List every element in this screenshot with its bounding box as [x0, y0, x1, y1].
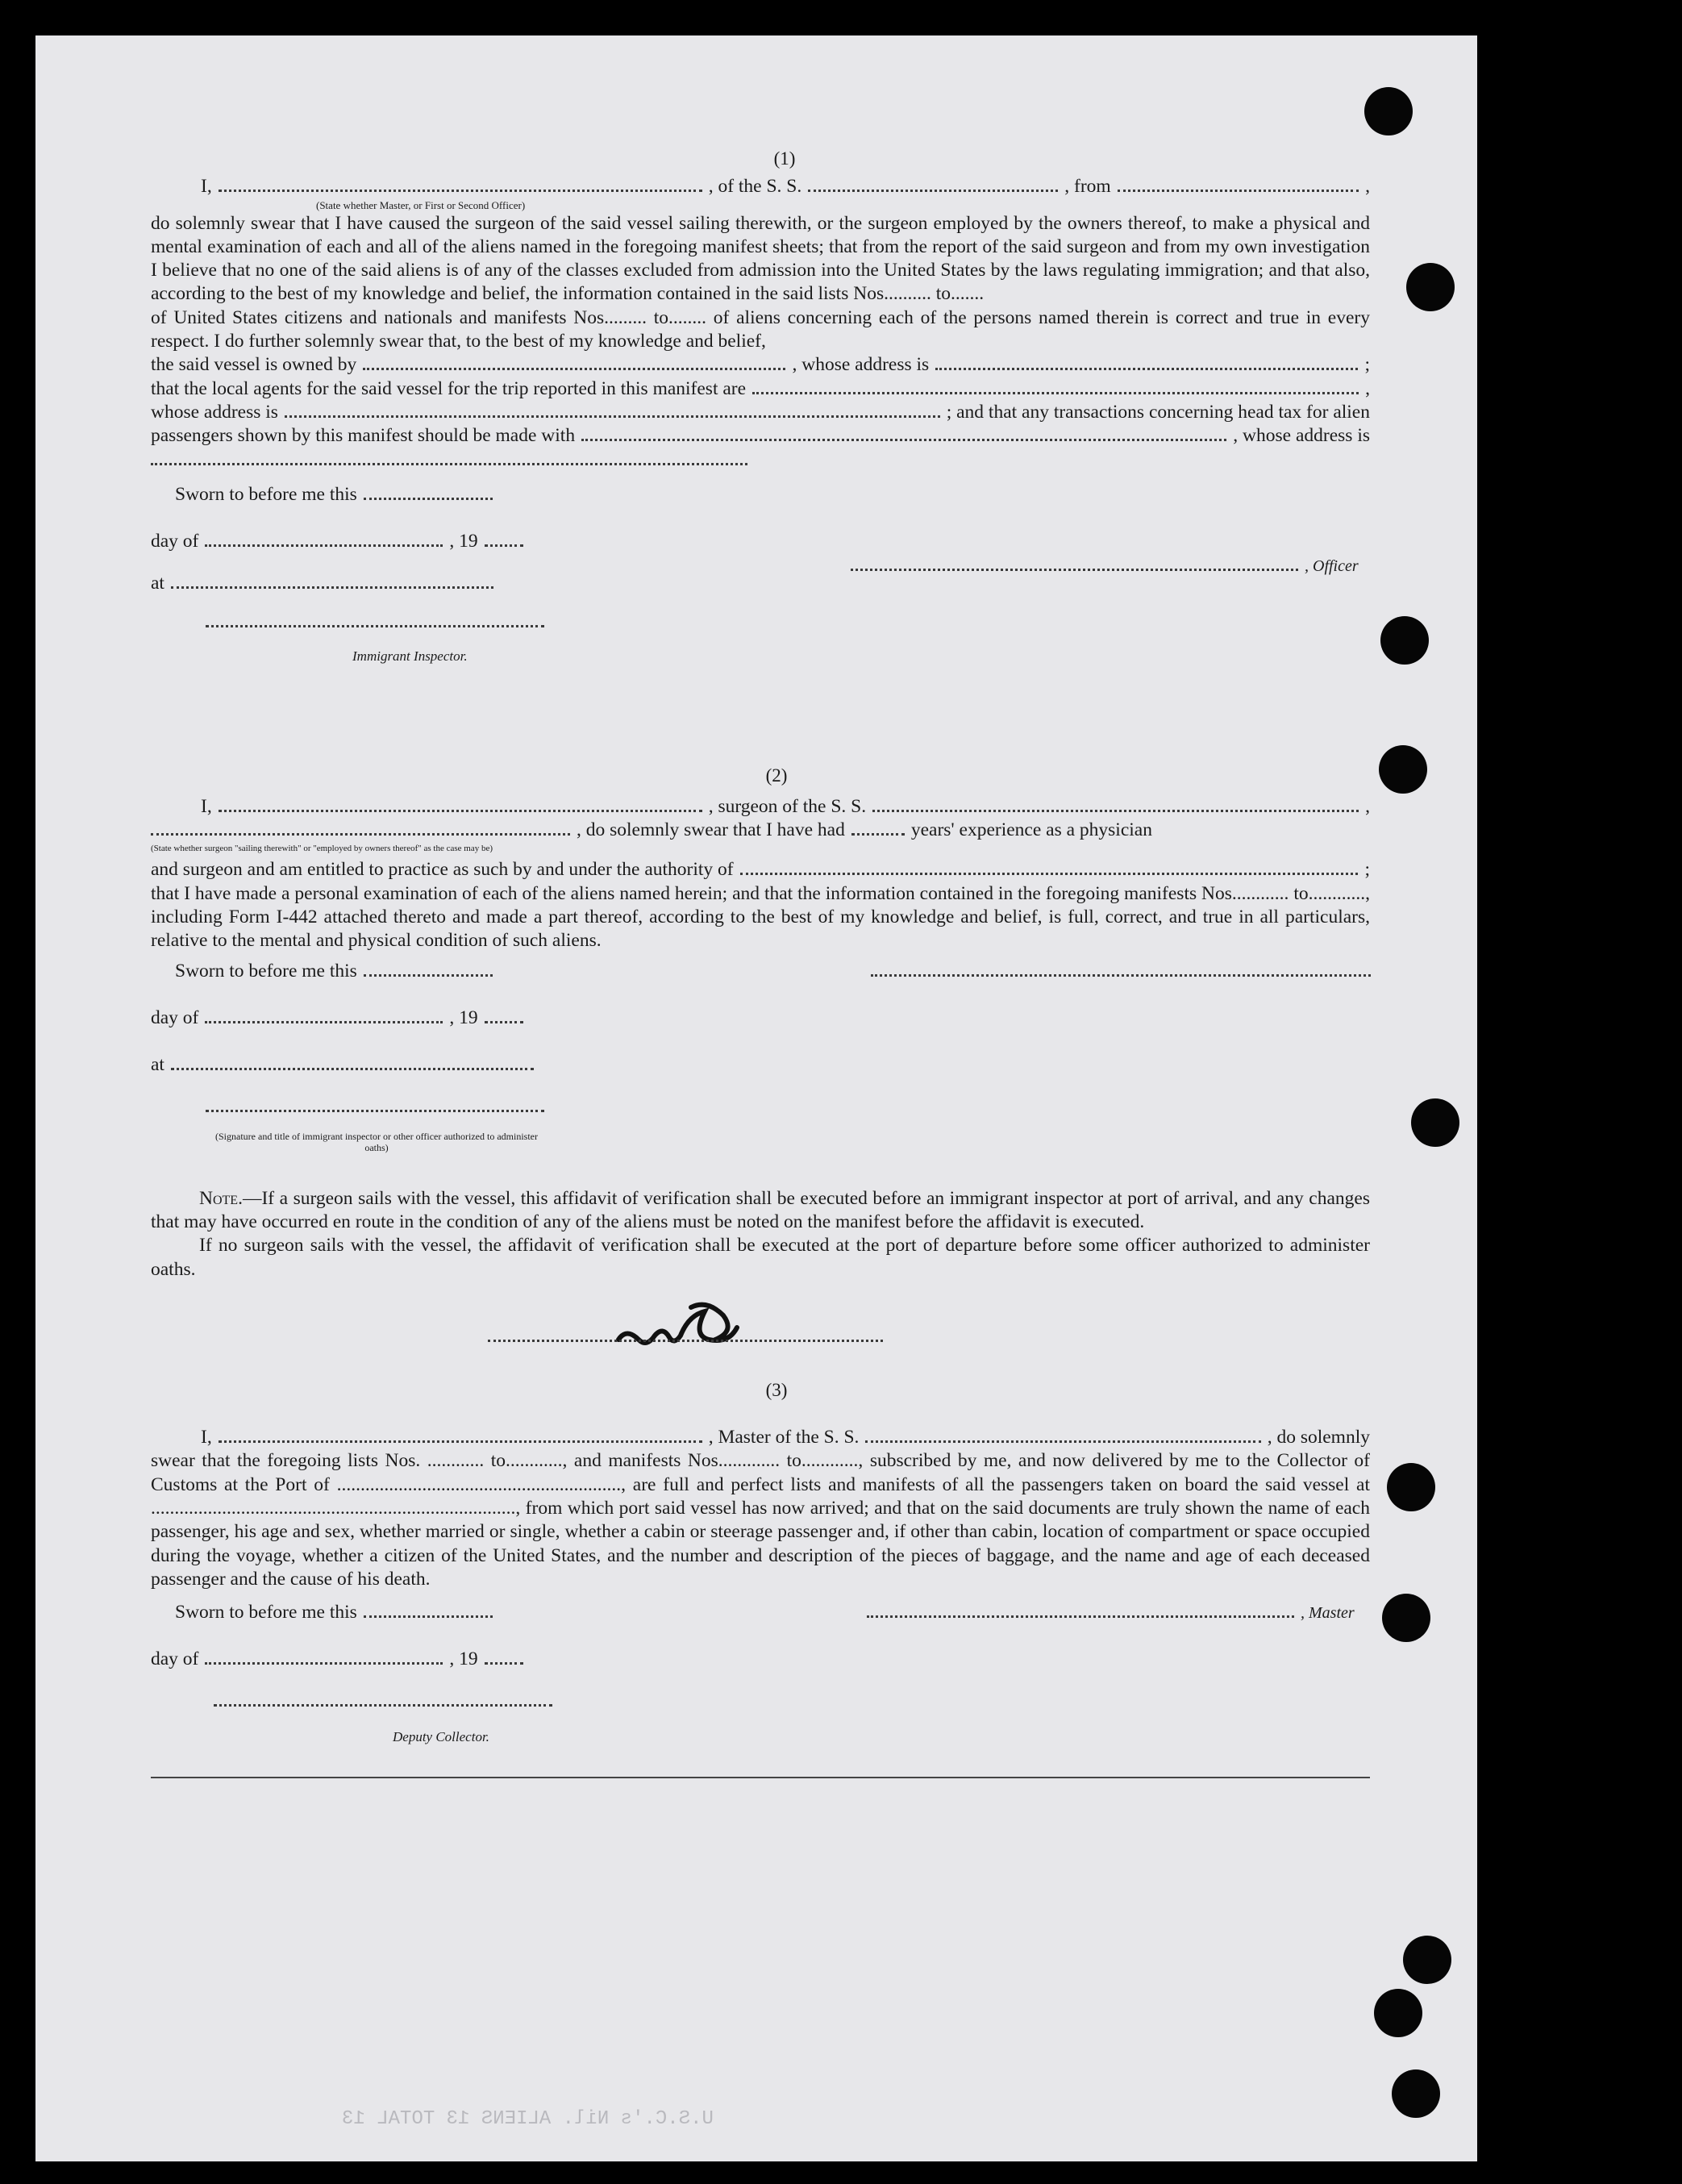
section-1-line-1 — [151, 175, 1370, 198]
head-tax-address-line — [151, 448, 1370, 465]
agents-address-blank[interactable] — [285, 401, 940, 418]
sworn-day-blank[interactable] — [364, 1601, 493, 1618]
note-label: Note. — [199, 1187, 243, 1209]
inspector-signature-blank[interactable] — [206, 1095, 544, 1112]
note-paragraph-2: If no surgeon sails with the vessel, the affidavit of verification shall be executed at the port of departure before some officer authorized to administer oaths. — [151, 1235, 1370, 1280]
label-at: at — [151, 1053, 164, 1075]
year-blank[interactable] — [485, 1648, 523, 1665]
punct: ; — [1364, 354, 1370, 376]
bottom-rule — [151, 1777, 1370, 1778]
punch-hole — [1374, 1989, 1422, 2037]
head-tax-party-blank[interactable] — [581, 424, 1226, 441]
officer-name-blank[interactable] — [219, 175, 702, 192]
section-1-jurat — [151, 465, 1370, 667]
punch-hole — [1403, 1936, 1451, 1984]
officer-caption: (State whether Master, or First or Second Officer) — [316, 198, 526, 211]
label-whose-address-is: , whose address is — [1233, 425, 1370, 447]
vessel-name-blank[interactable] — [872, 795, 1359, 812]
label-head-tax: ; and that any transactions concerning head tax for alien — [946, 401, 1370, 423]
surgeon-type-blank[interactable] — [151, 819, 570, 836]
bleed-through-footer: U.S.C.'s Nil. ALIENS 13 TOTAL 13 — [342, 2108, 714, 2130]
head-tax-line — [151, 424, 1370, 448]
master-signature-blank[interactable] — [488, 1325, 883, 1342]
label-whose-address-is: whose address is — [151, 401, 278, 423]
authority-line — [151, 858, 1370, 882]
punch-hole — [1382, 1594, 1430, 1642]
label-master-of: , Master of the S. S. — [708, 1427, 860, 1448]
punch-hole — [1406, 263, 1455, 311]
punct: , — [1365, 795, 1370, 817]
inspector-signature-blank[interactable] — [206, 611, 544, 627]
label-day-of: day of — [151, 1648, 199, 1670]
month-blank[interactable] — [205, 1007, 443, 1023]
signature-caption: (Signature and title of immigrant inspector or other officer authorized to administer oaths) — [215, 1130, 538, 1153]
section-2-number: (2) — [765, 765, 788, 786]
sworn-day-blank[interactable] — [364, 483, 493, 500]
year-blank[interactable] — [485, 530, 523, 547]
surgeon-signature-blank[interactable] — [871, 960, 1371, 977]
punch-hole — [1392, 2069, 1440, 2118]
label-at: at — [151, 572, 164, 594]
label-swear: , do solemnly swear that I have had — [577, 819, 845, 841]
label-year: , 19 — [449, 1007, 478, 1028]
label-sworn: Sworn to before me this — [175, 1602, 357, 1623]
manifest-sheet — [35, 35, 1477, 2161]
label-sworn: Sworn to before me this — [175, 483, 357, 505]
punct: ; — [1364, 859, 1370, 881]
label-passengers: passengers shown by this manifest should be made with — [151, 425, 576, 447]
vessel-name-blank[interactable] — [808, 175, 1058, 192]
section-1-number: (1) — [773, 148, 796, 169]
deputy-signature-blank[interactable] — [214, 1690, 552, 1707]
note-text: —If a surgeon sails with the vessel, this affidavit of verification shall be executed before an immigrant inspector at port of arrival, and any changes that may have occurred en route in the condition of any of the aliens must be noted on the manifest before the affidavit is executed. — [151, 1187, 1370, 1232]
label-whose-address: , whose address is — [792, 354, 930, 376]
label-day-of: day of — [151, 1007, 199, 1028]
section-3-body: swear that the foregoing lists Nos. ............ to............, and manifests Nos............. to............, subscribed by me, and now delivered by me to the Collector of Customs at the Port of ............................................................, are full and perfect lists and manifests of all the passengers taken on board the said vessel at ............................................................................., from which port said vessel has now arrived; and that on the said documents are truly shown the name of each passenger, his age and sex, whether married or single, whether a cabin or steerage passenger and, if other than cabin, location of compartment or space occupied during the voyage, whether a citizen of the United States, and the number and description of the pieces of baggage, and the name and age of each deceased passenger and the cause of his death. — [151, 1450, 1370, 1590]
punch-hole — [1387, 1463, 1435, 1511]
punch-hole — [1379, 745, 1427, 794]
label-year: , 19 — [449, 530, 478, 552]
punct: , — [1365, 176, 1370, 198]
inspector-caption: Immigrant Inspector. — [352, 648, 468, 664]
owner-line — [151, 353, 1370, 377]
section-2-line-1 — [151, 795, 1370, 819]
label-officer: , Officer — [1305, 556, 1359, 575]
section-2-body: that I have made a personal examination of each of the aliens named herein; and that the information contained in the foregoing manifests Nos............ to............, including Form I-442 attached thereto and made a part thereof, according to the best of my knowledge and belief, is full, correct, and true in all particulars, relative to the mental and physical condition of such aliens. — [151, 882, 1370, 952]
label-authority: and surgeon and am entitled to practice as such by and under the authority of — [151, 859, 734, 881]
head-tax-address-blank[interactable] — [151, 448, 747, 465]
label-master: , Master — [1301, 1604, 1355, 1623]
master-signature-blank[interactable] — [867, 1601, 1294, 1618]
label-from: , from — [1064, 176, 1111, 198]
sworn-day-blank[interactable] — [364, 960, 493, 977]
section-3-line-1 — [151, 1426, 1370, 1449]
note-paragraph — [151, 1187, 1370, 1235]
section-2-jurat — [151, 953, 1370, 1187]
month-blank[interactable] — [205, 530, 443, 547]
master-name-blank[interactable] — [219, 1426, 702, 1443]
at-place-blank[interactable] — [171, 572, 493, 589]
punct: , — [1365, 377, 1370, 399]
label-local-agents: that the local agents for the said vessel for the trip reported in this manifest are — [151, 377, 747, 399]
owner-blank[interactable] — [363, 353, 785, 370]
label-day-of: day of — [151, 530, 199, 552]
agents-blank[interactable] — [752, 377, 1359, 394]
punch-hole — [1411, 1098, 1459, 1147]
section-2-master-signature — [151, 1282, 1370, 1378]
label-of-ss: , of the S. S. — [708, 176, 802, 198]
vessel-name-blank[interactable] — [865, 1426, 1260, 1443]
section-1-body-a: do solemnly swear that I have caused the surgeon of the said vessel sailing therewith, or the surgeon employed by the owners thereof, to make a physical and mental examination of each and all of the aliens named in the foregoing manifest sheets; that from the report of the said surgeon and from my own investigation I believe that no one of the said aliens is of any of the classes excluded from admission into the United States by the laws regulating immigration; and that also, according to the best of my knowledge and belief, the information contained in the said lists Nos.......... to....... — [151, 212, 1370, 305]
section-3-number: (3) — [765, 1379, 788, 1400]
owner-address-blank[interactable] — [935, 353, 1358, 370]
label-i: I, — [201, 176, 212, 198]
at-place-blank[interactable] — [171, 1053, 534, 1070]
from-port-blank[interactable] — [1118, 175, 1359, 192]
month-blank[interactable] — [205, 1648, 443, 1665]
label-year: , 19 — [449, 1648, 478, 1670]
surgeon-name-blank[interactable] — [219, 795, 702, 812]
surgeon-caption: (State whether surgeon "sailing therewith" or "employed by owners thereof" as the case may be) — [151, 844, 493, 854]
label-owned-by: the said vessel is owned by — [151, 354, 357, 376]
punch-hole — [1364, 87, 1413, 135]
agents-line — [151, 377, 1370, 401]
section-1-body-b: of United States citizens and nationals and manifests Nos......... to........ of aliens concerning each of the persons named therein is correct and true in every respect. I do further solemnly swear that, to the best of my knowledge and belief, — [151, 306, 1370, 352]
label-years: years' experience as a physician — [910, 819, 1152, 841]
year-blank[interactable] — [485, 1007, 523, 1023]
agents-address-line — [151, 401, 1370, 424]
punch-hole — [1380, 616, 1429, 665]
authority-blank[interactable] — [740, 858, 1359, 875]
label-sworn: Sworn to before me this — [175, 960, 357, 982]
section-3-jurat — [151, 1591, 1370, 1745]
years-blank[interactable] — [851, 819, 905, 836]
deputy-caption: Deputy Collector. — [393, 1729, 489, 1745]
label-i: I, — [201, 1427, 212, 1448]
label-do-solemnly: , do solemnly — [1267, 1427, 1370, 1448]
officer-signature-blank[interactable] — [851, 554, 1298, 571]
affidavit-content — [151, 147, 1370, 1778]
label-i: I, — [201, 795, 212, 817]
section-2-line-2 — [151, 819, 1370, 842]
label-surgeon-of: , surgeon of the S. S. — [708, 795, 867, 817]
